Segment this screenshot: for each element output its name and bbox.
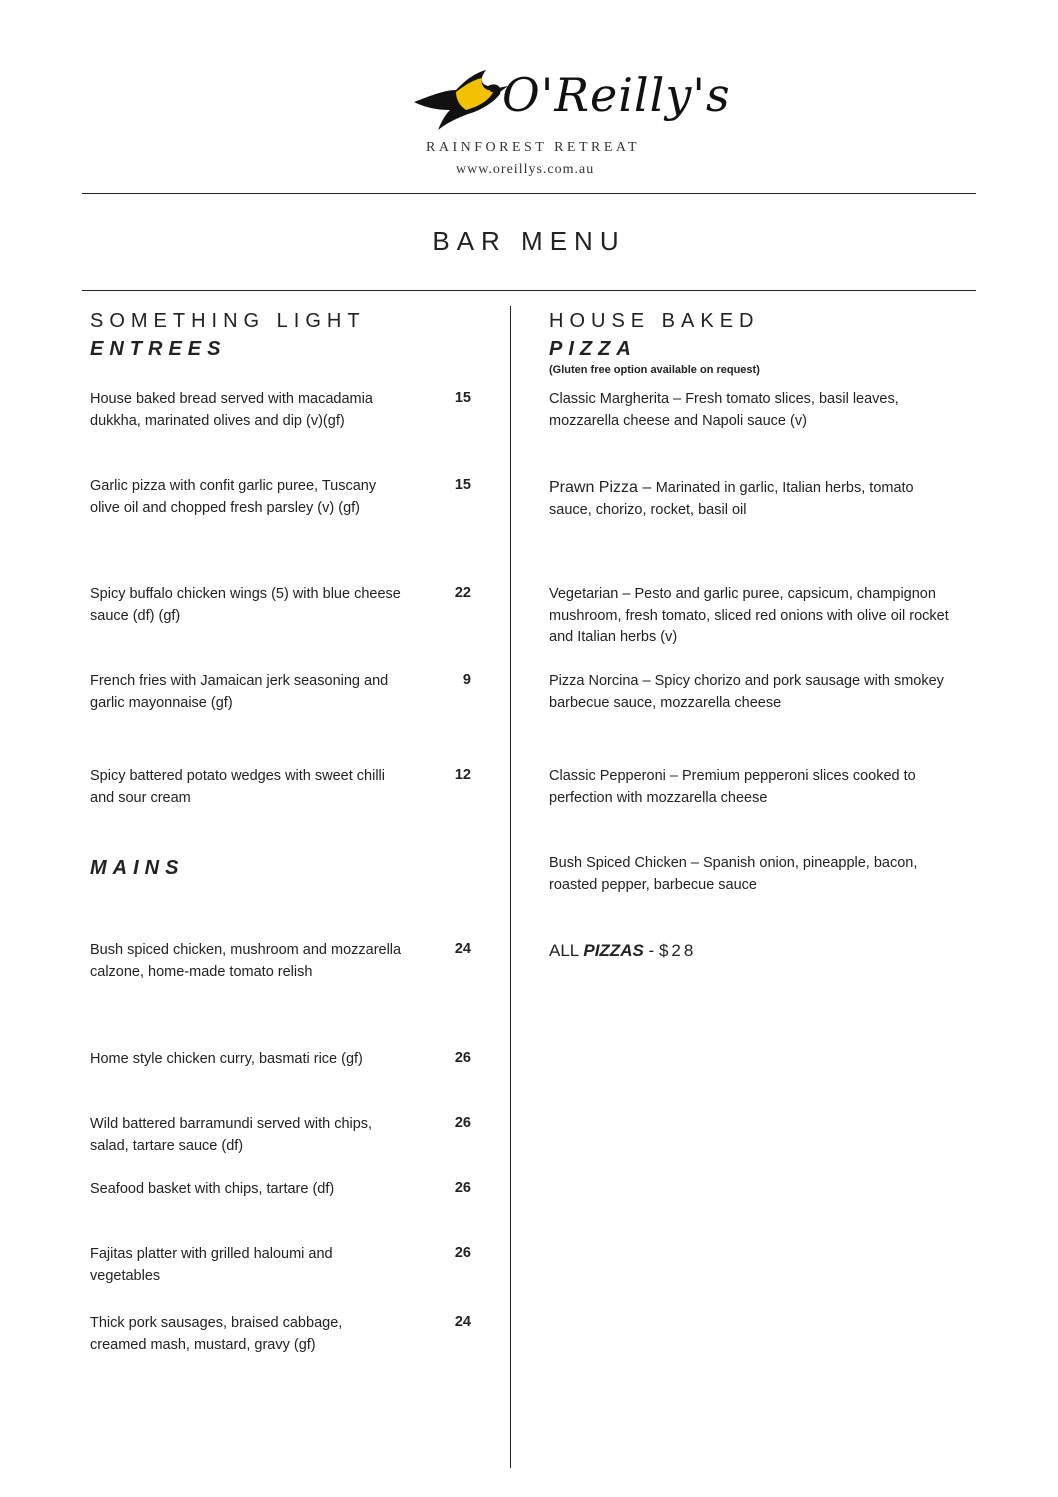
all-pizzas-dash: - [648, 941, 655, 960]
all-pizzas-price [549, 941, 696, 961]
pizza-item [549, 853, 949, 896]
pizza-item [549, 477, 949, 521]
pizza-desc: Marinated in garlic, Italian herbs, tomato sauce, chorizo, rocket, basil oil [549, 480, 914, 518]
pizza-separator: – [686, 855, 703, 871]
menu-item: Thick pork sausages, braised cabbage, creamed mash, mustard, gravy (gf) [90, 1315, 343, 1353]
pizza-name: Vegetarian [549, 586, 619, 602]
menu-item: Wild battered barramundi served with chips, salad, tartare sauce (df) [90, 1116, 373, 1154]
pizza-separator: – [637, 479, 656, 496]
pizza-desc: Spicy chorizo and pork sausage with smokey barbecue sauce, mozzarella cheese [549, 673, 944, 711]
menu-item: French fries with Jamaican jerk seasoning and garlic mayonnaise (gf) [90, 673, 389, 711]
column-divider [510, 306, 511, 1468]
menu-item: Home style chicken curry, basmati rice (gf) [90, 1051, 363, 1067]
section-label-entrees: ENTREES [90, 338, 227, 360]
pizza-name: Classic Pepperoni [549, 768, 666, 784]
pizza-desc: Pesto and garlic puree, capsicum, champignon mushroom, fresh tomato, sliced red onions with olive oil rocket and Italian herbs (v) [549, 586, 949, 645]
brand-logo [410, 60, 731, 180]
pizza-name: Prawn Pizza [549, 479, 638, 496]
menu-item-price: 12 [454, 767, 471, 783]
pizza-desc: Spanish onion, pineapple, bacon, roasted pepper, barbecue sauce [549, 855, 918, 893]
menu-item-price: 26 [454, 1245, 471, 1261]
menu-item-price: 9 [462, 672, 471, 688]
pizza-separator: – [665, 768, 682, 784]
menu-item: Spicy buffalo chicken wings (5) with blue cheese sauce (df) (gf) [90, 586, 401, 624]
page-title: BAR MENU [432, 226, 626, 256]
brand-url: www.oreillys.com.au [456, 162, 595, 177]
section-label-mains: MAINS [90, 857, 185, 879]
pizza-item [549, 671, 949, 714]
pizza-item [549, 389, 949, 432]
menu-item-price: 15 [454, 390, 471, 406]
pizza-name: Pizza Norcina [549, 673, 639, 689]
section-label-pizza: PIZZA [549, 338, 637, 360]
menu-item: Seafood basket with chips, tartare (df) [90, 1181, 335, 1197]
all-pizzas-word: PIZZAS [583, 941, 644, 960]
pizza-item [549, 766, 949, 809]
all-pizzas-amount: $28 [658, 941, 697, 960]
pizza-desc: Premium pepperoni slices cooked to perfection with mozzarella cheese [549, 768, 916, 806]
menu-item-price: 26 [454, 1050, 471, 1066]
gluten-free-note: (Gluten free option available on request) [549, 364, 760, 376]
menu-item: Fajitas platter with grilled haloumi and vegetables [90, 1246, 333, 1284]
menu-item-price: 24 [454, 1314, 471, 1330]
menu-item-price: 26 [454, 1180, 471, 1196]
section-heading-house-baked: HOUSE BAKED [549, 310, 760, 332]
brand-name: O'Reilly's [502, 68, 731, 122]
pizza-desc: Fresh tomato slices, basil leaves, mozzarella cheese and Napoli sauce (v) [549, 391, 899, 429]
brand-subtitle: RAINFOREST RETREAT [426, 140, 641, 155]
menu-item: Bush spiced chicken, mushroom and mozzarella calzone, home-made tomato relish [90, 942, 402, 980]
pizza-item [549, 584, 949, 649]
all-pizzas-prefix: ALL [549, 941, 579, 960]
menu-item-price: 15 [454, 477, 471, 493]
pizza-separator: – [669, 391, 686, 407]
pizza-name: Bush Spiced Chicken [549, 855, 687, 871]
top-divider [82, 193, 976, 194]
menu-item-price: 22 [454, 585, 471, 601]
title-divider [82, 290, 976, 291]
pizza-separator: – [638, 673, 655, 689]
bird-logo-icon [410, 60, 510, 130]
menu-item-price: 24 [454, 941, 471, 957]
section-heading-something-light: SOMETHING LIGHT [90, 310, 366, 332]
menu-item-price: 26 [454, 1115, 471, 1131]
menu-item: Spicy battered potato wedges with sweet chilli and sour cream [90, 768, 385, 806]
menu-item: House baked bread served with macadamia dukkha, marinated olives and dip (v)(gf) [90, 391, 373, 429]
pizza-separator: – [618, 586, 635, 602]
menu-item: Garlic pizza with confit garlic puree, Tuscany olive oil and chopped fresh parsley (v) (gf) [90, 478, 377, 516]
pizza-name: Classic Margherita [549, 391, 670, 407]
